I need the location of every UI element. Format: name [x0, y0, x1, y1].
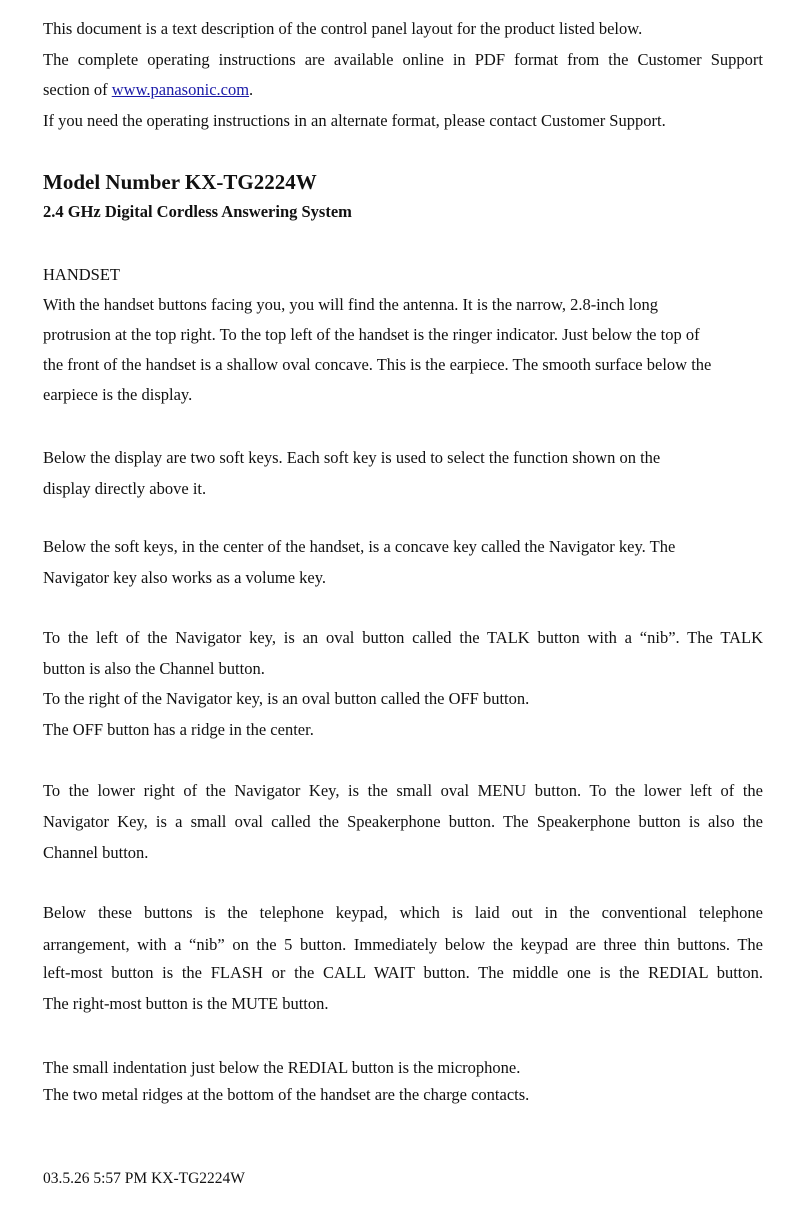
intro-line-2: The complete operating instructions are available online in PDF format from the Customer Support [43, 50, 763, 69]
body-line: Below these buttons is the telephone keypad, which is laid out in the conventional telephone [43, 903, 763, 922]
intro-line-3-prefix: section of [43, 80, 112, 99]
body-line: display directly above it. [43, 479, 207, 498]
body-line: To the left of the Navigator key, is an oval button called the TALK button with a “nib”. The TALK [43, 628, 763, 647]
body-line: With the handset buttons facing you, you will find the antenna. It is the narrow, 2.8-inch long [43, 295, 659, 314]
model-title: Model Number KX-TG2224W [43, 170, 317, 194]
page-footer: 03.5.26 5:57 PM KX-TG2224W [43, 1170, 245, 1187]
intro-line-4: If you need the operating instructions in an alternate format, please contact Customer Support. [43, 111, 666, 130]
body-line: Channel button. [43, 843, 149, 862]
body-line: protrusion at the top right. To the top left of the handset is the ringer indicator. Just below the top of [43, 325, 700, 344]
body-line: Below the display are two soft keys. Each soft key is used to select the function shown on the [43, 448, 661, 467]
body-line: To the right of the Navigator key, is an oval button called the OFF button. [43, 689, 530, 708]
body-line: Navigator Key, is a small oval called the Speakerphone button. The Speakerphone button is also the [43, 812, 763, 831]
section-heading: HANDSET [43, 265, 120, 284]
body-line: The OFF button has a ridge in the center. [43, 720, 314, 739]
body-line: arrangement, with a “nib” on the 5 button. Immediately below the keypad are three thin buttons. The [43, 935, 763, 954]
body-line: button is also the Channel button. [43, 659, 265, 678]
intro-line-3-suffix: . [249, 80, 254, 99]
panasonic-link[interactable]: www.panasonic.com [111, 80, 250, 99]
intro-line-3 [43, 79, 253, 101]
body-line: To the lower right of the Navigator Key, is the small oval MENU button. To the lower left of the [43, 781, 763, 800]
body-line: The right-most button is the MUTE button. [43, 994, 329, 1013]
body-line: The two metal ridges at the bottom of the handset are the charge contacts. [43, 1085, 530, 1104]
body-line: Below the soft keys, in the center of the handset, is a concave key called the Navigator key. The [43, 537, 676, 556]
body-line: Navigator key also works as a volume key. [43, 568, 327, 587]
intro-line-1: This document is a text description of the control panel layout for the product listed below. [43, 19, 643, 38]
body-line: earpiece is the display. [43, 385, 193, 404]
body-line: the front of the handset is a shallow oval concave. This is the earpiece. The smooth surface below the [43, 355, 712, 374]
model-subtitle: 2.4 GHz Digital Cordless Answering System [43, 202, 352, 221]
body-line: left-most button is the FLASH or the CALL WAIT button. The middle one is the REDIAL button. [43, 963, 763, 982]
body-line: The small indentation just below the REDIAL button is the microphone. [43, 1058, 521, 1077]
